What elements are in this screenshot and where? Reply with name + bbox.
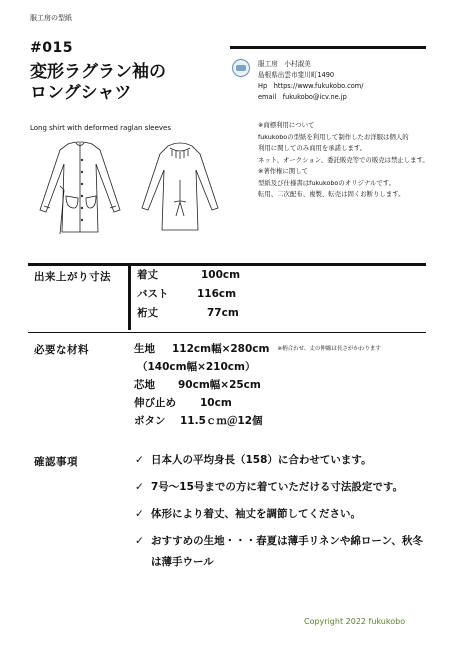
title-line-2: ロングシャツ — [30, 83, 132, 103]
size-name: バスト — [137, 288, 169, 300]
material-value: 90cm幅×25cm — [178, 379, 261, 391]
note-line: ※著作権に関して — [258, 167, 309, 175]
check-icon: ✓ — [135, 535, 144, 547]
confirm-item — [135, 477, 425, 498]
material-name: ボタン — [134, 415, 166, 427]
material-name: 生地 — [134, 343, 155, 355]
material-row — [134, 340, 381, 358]
contact-name: 服工房 小村淑美 — [258, 60, 311, 68]
note-line: 型紙及び仕様書はfukukoboのオリジナルです。 — [258, 178, 396, 187]
page-subtitle: Long shirt with deformed raglan sleeves — [30, 124, 171, 132]
material-name: 芯地 — [134, 379, 155, 391]
note-line: ※商標利用について — [258, 121, 315, 129]
size-name: 着丈 — [137, 269, 158, 281]
note-line: ネット、オークション、委託販売等での販売は禁止します。 — [258, 155, 429, 164]
confirm-text: 日本人の平均身長（158）に合わせています。 — [151, 454, 372, 466]
top-divider — [230, 46, 426, 49]
copyright: Copyright 2022 fukukobo — [304, 617, 406, 626]
usage-notes — [258, 120, 433, 201]
section-divider-bottom — [28, 332, 426, 333]
material-row — [134, 376, 261, 394]
fukukobo-logo-icon — [232, 59, 250, 77]
size-name: 裄丈 — [137, 307, 158, 319]
title-line-1: 変形ラグラン袖の — [30, 62, 166, 82]
material-row — [134, 412, 263, 430]
size-row — [137, 285, 236, 303]
size-column-divider — [128, 266, 131, 330]
contact-block — [258, 59, 363, 103]
note-line: 利用に関してのみ商用を承諾します。 — [258, 144, 367, 152]
garment-illustration — [30, 140, 228, 236]
material-name: 伸び止め — [134, 397, 176, 409]
check-icon: ✓ — [135, 454, 144, 466]
confirm-text: おすすめの生地・・・春夏は薄手リネンや綿ローン、秋冬は薄手ウール — [151, 535, 423, 568]
page-title — [30, 62, 230, 104]
contact-email: email fukukobo@icv.ne.jp — [258, 93, 347, 101]
size-row — [137, 304, 239, 322]
check-icon: ✓ — [135, 508, 144, 520]
finished-size-label: 出来上がり寸法 — [34, 271, 111, 283]
note-line: fukukoboの型紙を利用して制作したお洋服は個人的 — [258, 132, 409, 141]
note-line: 転用、二次配布、複製、転売は固くお断りします。 — [258, 190, 405, 198]
material-row — [134, 394, 232, 412]
confirm-item — [135, 450, 425, 471]
material-value: 10cm — [200, 397, 232, 409]
confirm-list — [135, 450, 425, 573]
confirm-item — [135, 504, 425, 525]
check-icon: ✓ — [135, 481, 144, 493]
confirm-label: 確認事項 — [34, 456, 78, 468]
material-row: （140cm幅×210cm） — [137, 361, 256, 373]
contact-address: 島根県出雲市斐川町1490 — [258, 71, 335, 79]
confirm-item — [135, 531, 425, 573]
confirm-text: 7号～15号までの方に着ていただける寸法設定です。 — [151, 481, 404, 493]
size-row — [137, 266, 240, 284]
contact-hp: Hp https://www.fukukobo.com/ — [258, 82, 364, 90]
fabric-note: ※柄合わせ、丈の伸縮は長さがかわります — [277, 346, 381, 352]
material-value: 11.5ｃｍ＠12個 — [180, 415, 263, 427]
size-value: 100cm — [201, 269, 241, 281]
materials-label: 必要な材料 — [34, 344, 89, 356]
size-value: 116cm — [197, 288, 237, 300]
size-value: 77cm — [207, 307, 239, 319]
brand-label: 服工房の型紙 — [30, 14, 72, 22]
confirm-text: 体形により着丈、袖丈を調節してください。 — [151, 508, 361, 520]
material-value: 112cm幅×280cm — [172, 343, 270, 355]
pattern-code: #015 — [30, 40, 73, 56]
